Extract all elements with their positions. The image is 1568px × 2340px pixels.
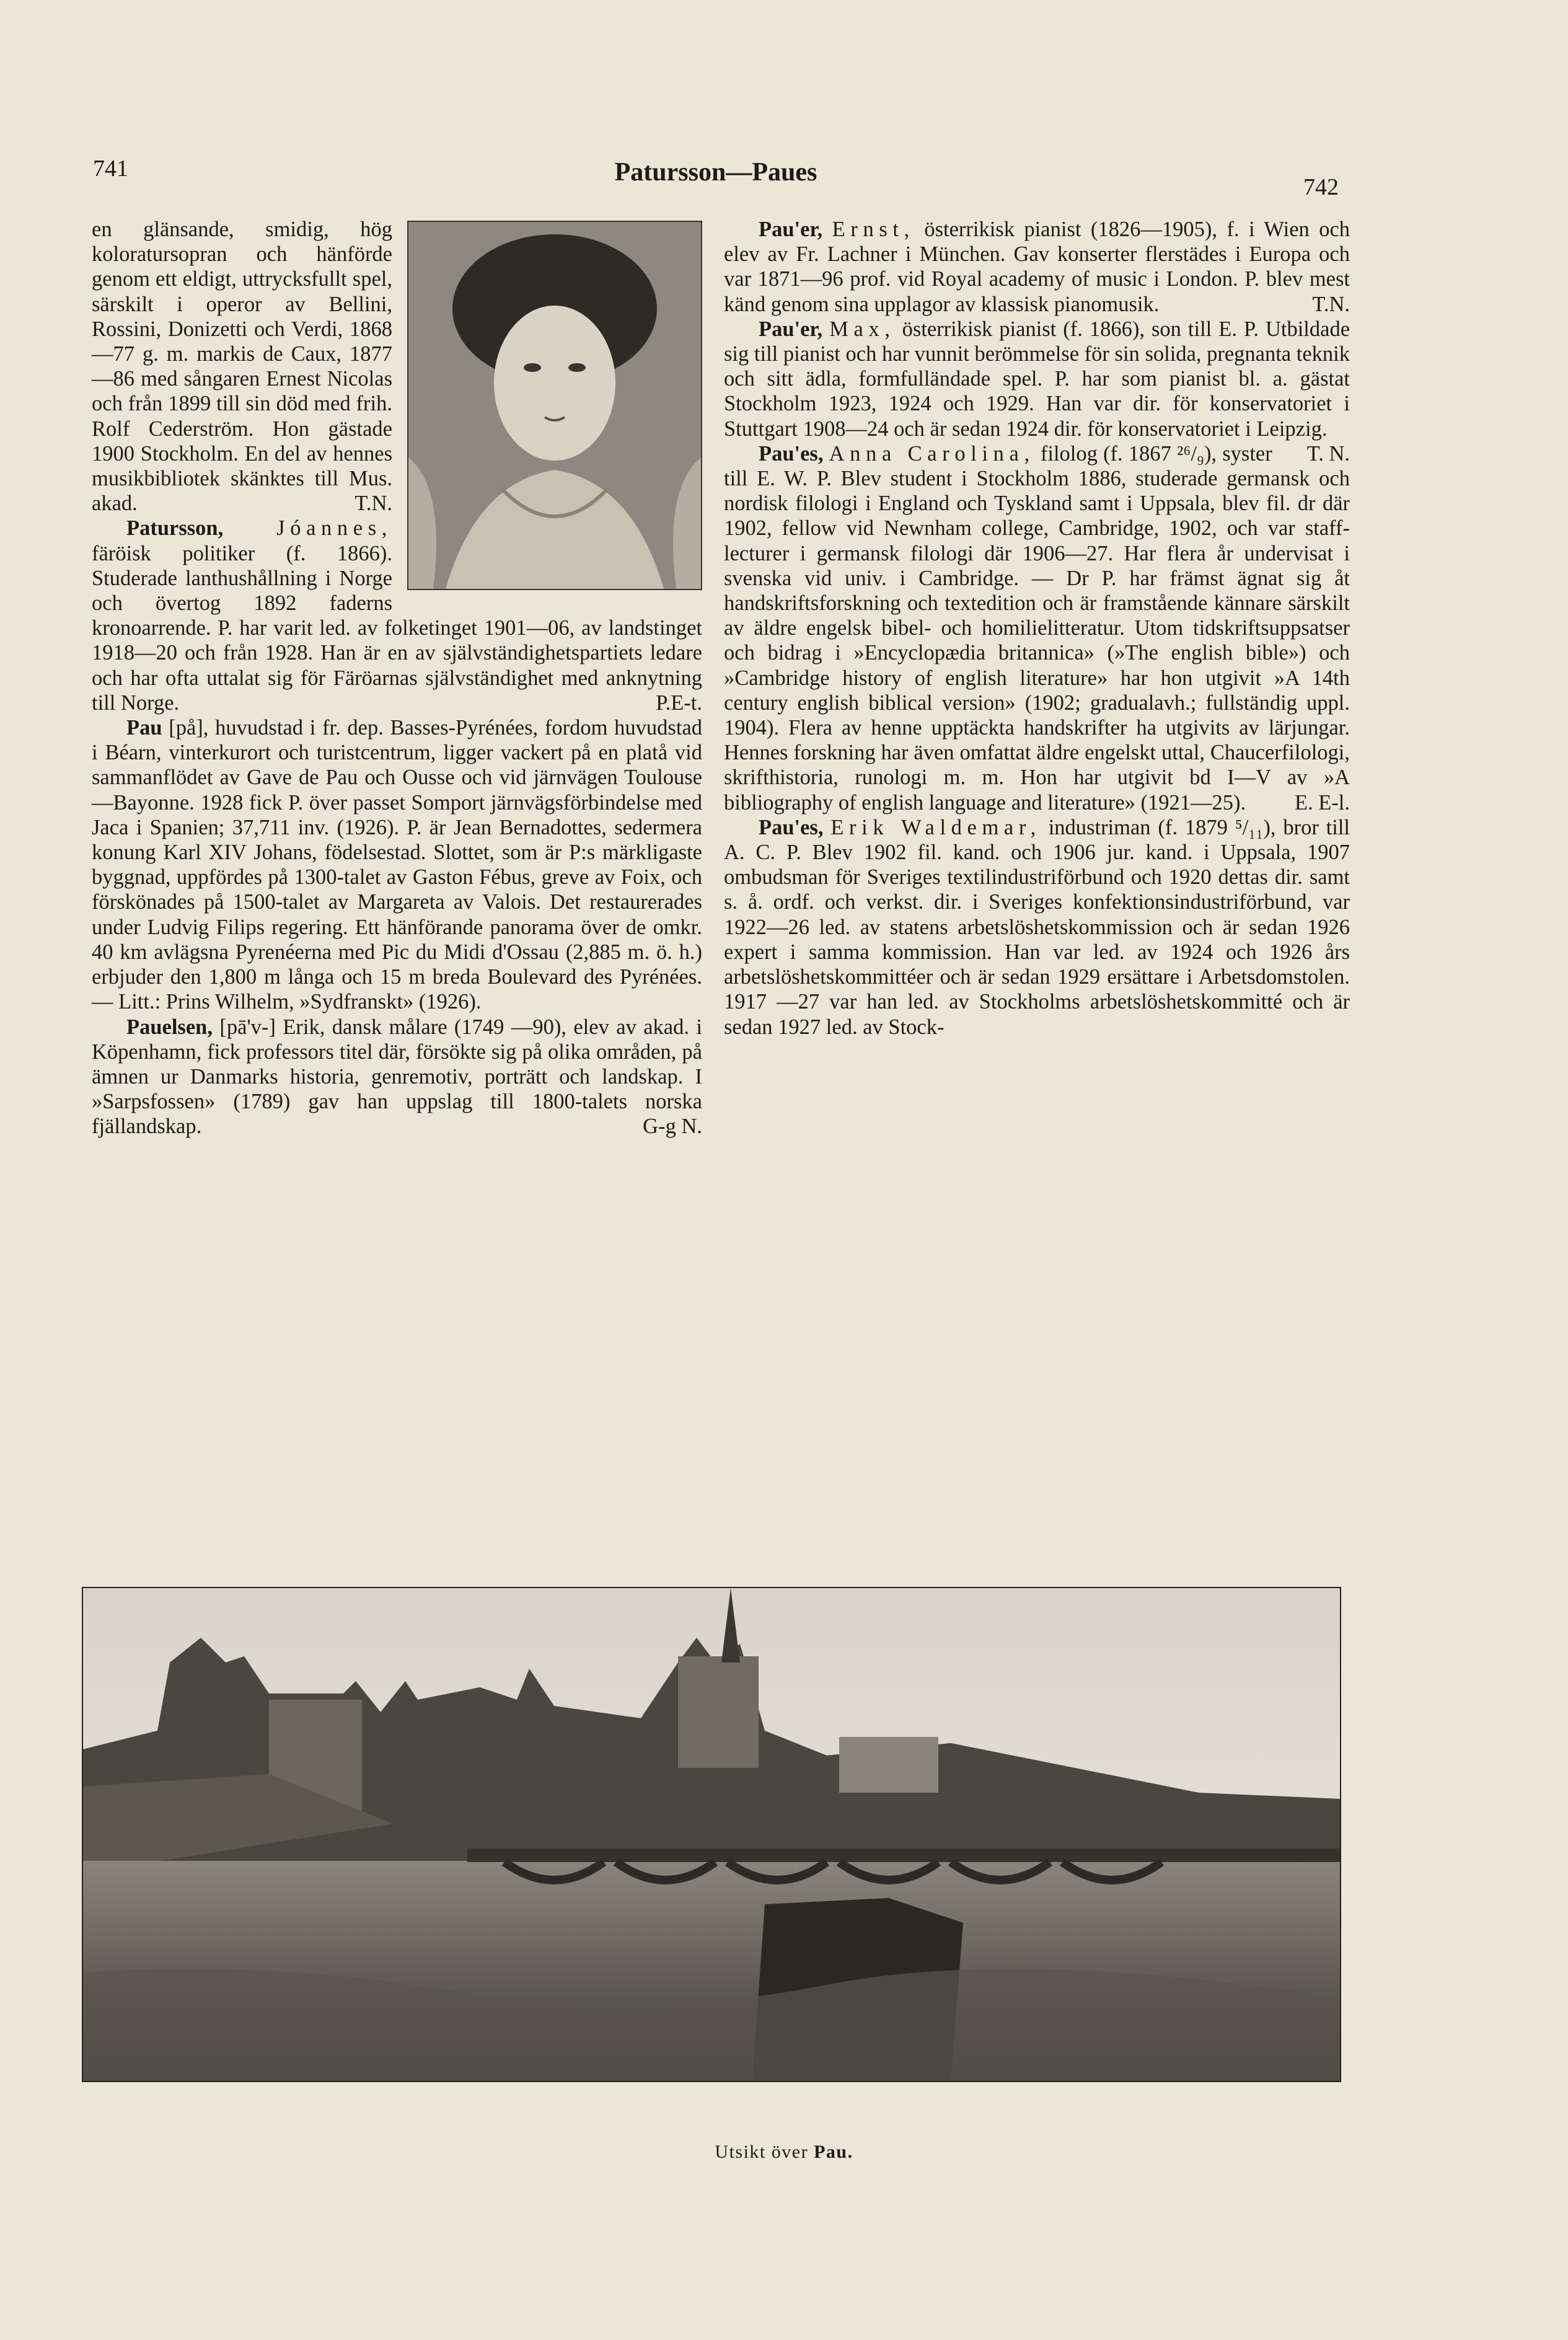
headword: Pauelsen,: [126, 1015, 213, 1039]
signature: P.E-t.: [656, 691, 702, 715]
portrait-woman-icon: [408, 222, 701, 589]
entry-text: österrikisk pianist (f. 1866), son till E. P. Utbildade sig till pianist och har vunnit berömmelse för sin solida, pregnanta teknik och sitt ädla, formfulländade spel. P. har som pianist bl. a. gästat Stockholm 1923, 1924 och 1929. Han var dir. för konservatoriet i Stuttgart 1908—24 och är sedan 1924 dir. för konservatoriet i Leipzig.: [724, 317, 1350, 441]
page-number-left: 741: [93, 156, 128, 182]
portrait-photo: [407, 221, 702, 590]
headword: Pau'er,: [759, 317, 823, 341]
caption-prefix: Utsikt över: [715, 2142, 809, 2162]
entry-pauelsen: [92, 1015, 702, 1139]
entry-text: [pā'v-] Erik, dansk målare (1749 —90), elev av akad. i Köpenhamn, fick professors titel där, försökte sig på olika områden, på ämnen ur Danmarks historia, genremotiv, porträtt och landskap. I »Sarpsfossen» (1789) gav han uppslag till 1800-talets norska fjällandskap.: [92, 1015, 702, 1139]
headword: Patursson,: [126, 516, 224, 541]
entry-text: industriman (f. 1879 ⁵/₁₁), bror till A. C. P. Blev 1902 fil. kand. och 1906 jur. kand. i Uppsala, 1907 ombudsman för Sveriges textilindustriförbund och 1920 dettas dir. samt s. å. ordf. och verkst. dir. i Sveriges konfektionsindustriförbund, var 1922—26 led. av statens arbetslöshetskommission och är sedan 1926 expert i samma kommission. Han var led. av 1924 och 1926 års arbetslöshetskommittéer och är sedan 1929 ersättare i Arbetsdomstolen. 1917 —27 var han led. av Stockholms arbetslöshetskommitté och är sedan 1927 led. av Stock-: [724, 815, 1350, 1039]
headword: Pau'er,: [759, 218, 823, 241]
caption-place: Pau.: [814, 2142, 853, 2162]
given-name: Jóannes,: [276, 516, 392, 541]
signature: E. E-l.: [1294, 790, 1350, 815]
entry-text: en glänsande, smidig, hög koloratursopran och hänförde genom ett eldigt, uttrycksfullt spel, särskilt i operor av Bellini, Rossini, Donizetti och Verdi, 1868—77 g. m. markis de Caux, 1877 —86 med sångaren Ernest Nicolas och från 1899 till sin död med frih. Rolf Cederström. Hon gästade 1900 Stockholm. En del av hennes musikbibliotek skänktes till Mus. akad.: [92, 218, 392, 516]
headword: Pau'es,: [759, 815, 824, 839]
right-column: [724, 217, 1350, 1040]
given-name: Anna Carolina,: [829, 441, 1035, 466]
signature: T. N.: [1306, 441, 1350, 466]
pau-landscape-icon: [83, 1588, 1340, 2081]
given-name: Ernst,: [832, 218, 915, 241]
given-name: Max,: [829, 317, 896, 341]
entry-text: färöisk politiker (f. 1866). Studerade lanthushållning i Norge och övertog 1892 faderns kronoarrende. P. har varit led. av folketinget 1901—06, av landstinget 1918—20 och från 1928. Han är en av självständighetspartiets ledare och har ofta uttalat sig för Färöarnas självständighet med anknytning till Norge.: [92, 541, 702, 715]
given-name: Erik Waldemar,: [830, 815, 1041, 839]
entry-paues-erik: [724, 815, 1350, 1040]
entry-pau: [92, 715, 702, 1014]
photo-caption: [0, 2142, 1568, 2163]
pau-view-photo: [82, 1587, 1341, 2082]
entry-paues-anna: [724, 441, 1350, 815]
signature: T.N.: [355, 492, 392, 516]
signature: T.N.: [1312, 292, 1350, 316]
signature: G-g N.: [643, 1115, 702, 1139]
left-column: [92, 217, 702, 1139]
entry-pauer-ernst: [724, 217, 1350, 317]
entry-text: [på], huvudstad i fr. dep. Basses-Pyrénées, fordom huvudstad i Béarn, vinterkurort och turistcentrum, ligger vackert på en platå vid sammanflödet av Gave de Pau och Ousse och vid järnvägen Toulouse—Bayonne. 1928 fick P. över passet Somport järnvägsförbindelse med Jaca i Spanien; 37,711 inv. (1926). P. är Jean Bernadottes, sedermera konung Karl XIV Johans, födelsestad. Slottet, som är P:s märkligaste byggnad, uppfördes på 1300-talet av Gaston Fébus, greve av Foix, och förskönades på 1500-talet av Margareta av Valois. Det restaurerades under Ludvig Filips regering. Ett hänförande panorama över de omkr. 40 km avlägsna Pyrenéerna med Pic du Midi d'Ossau (2,885 m. ö. h.) erbjuder den 1,800 m långa och 15 m breda Boulevard des Pyrénées. — Litt.: Prins Wilhelm, »Sydfranskt» (1926).: [92, 716, 703, 1014]
headword: Pau'es,: [759, 441, 824, 466]
entry-text: österrikisk pianist (1826—1905), f. i Wien och elev av Fr. Lachner i München. Gav konserter flerstädes i Europa och var 1871—96 prof. vid Royal academy of music i London. P. blev mest känd genom sina upplagor av klassisk pianomusik.: [724, 218, 1350, 316]
entry-text: filolog (f. 1867 ²⁶/₉), syster till E. W. P. Blev student i Stockholm 1886, studerade germansk och nordisk filologi i England och Tyskland samt i Uppsala, blev fil. dr där 1902, fellow vid Newnham college, Cambridge, 1902, och var staff-lecturer i germansk filologi där 1906—27. Har flera år undervisat i svenska vid univ. i Cambridge. — Dr P. har främst ägnat sig åt handskriftsforskning och textedition och är framstående kännare särskilt av äldre engelsk bibel- och homilielitteratur. Utom tidskriftsuppsatser och bidrag i »Encyclopædia britannica» (»The english bible») och »Cambridge history of english literature» har hon utgivit »A 14th century english biblical version» (1902; gradualavh.; fullständig uppl. 1904). Flera av henne upptäckta handskrifter ha utgivits av lärjungar. Hennes forskning har även omfattat äldre engelskt uttal, Chaucerfilologi, skrifthistoria, runologi m. m. Hon har utgivit bd I—V av »A bibliography of english language and literature» (1921—25).: [724, 441, 1350, 815]
page-header: [93, 155, 1339, 198]
running-head: Patursson—Paues: [614, 158, 817, 187]
page-number-right: 742: [1303, 174, 1339, 200]
headword: Pau: [126, 716, 162, 740]
